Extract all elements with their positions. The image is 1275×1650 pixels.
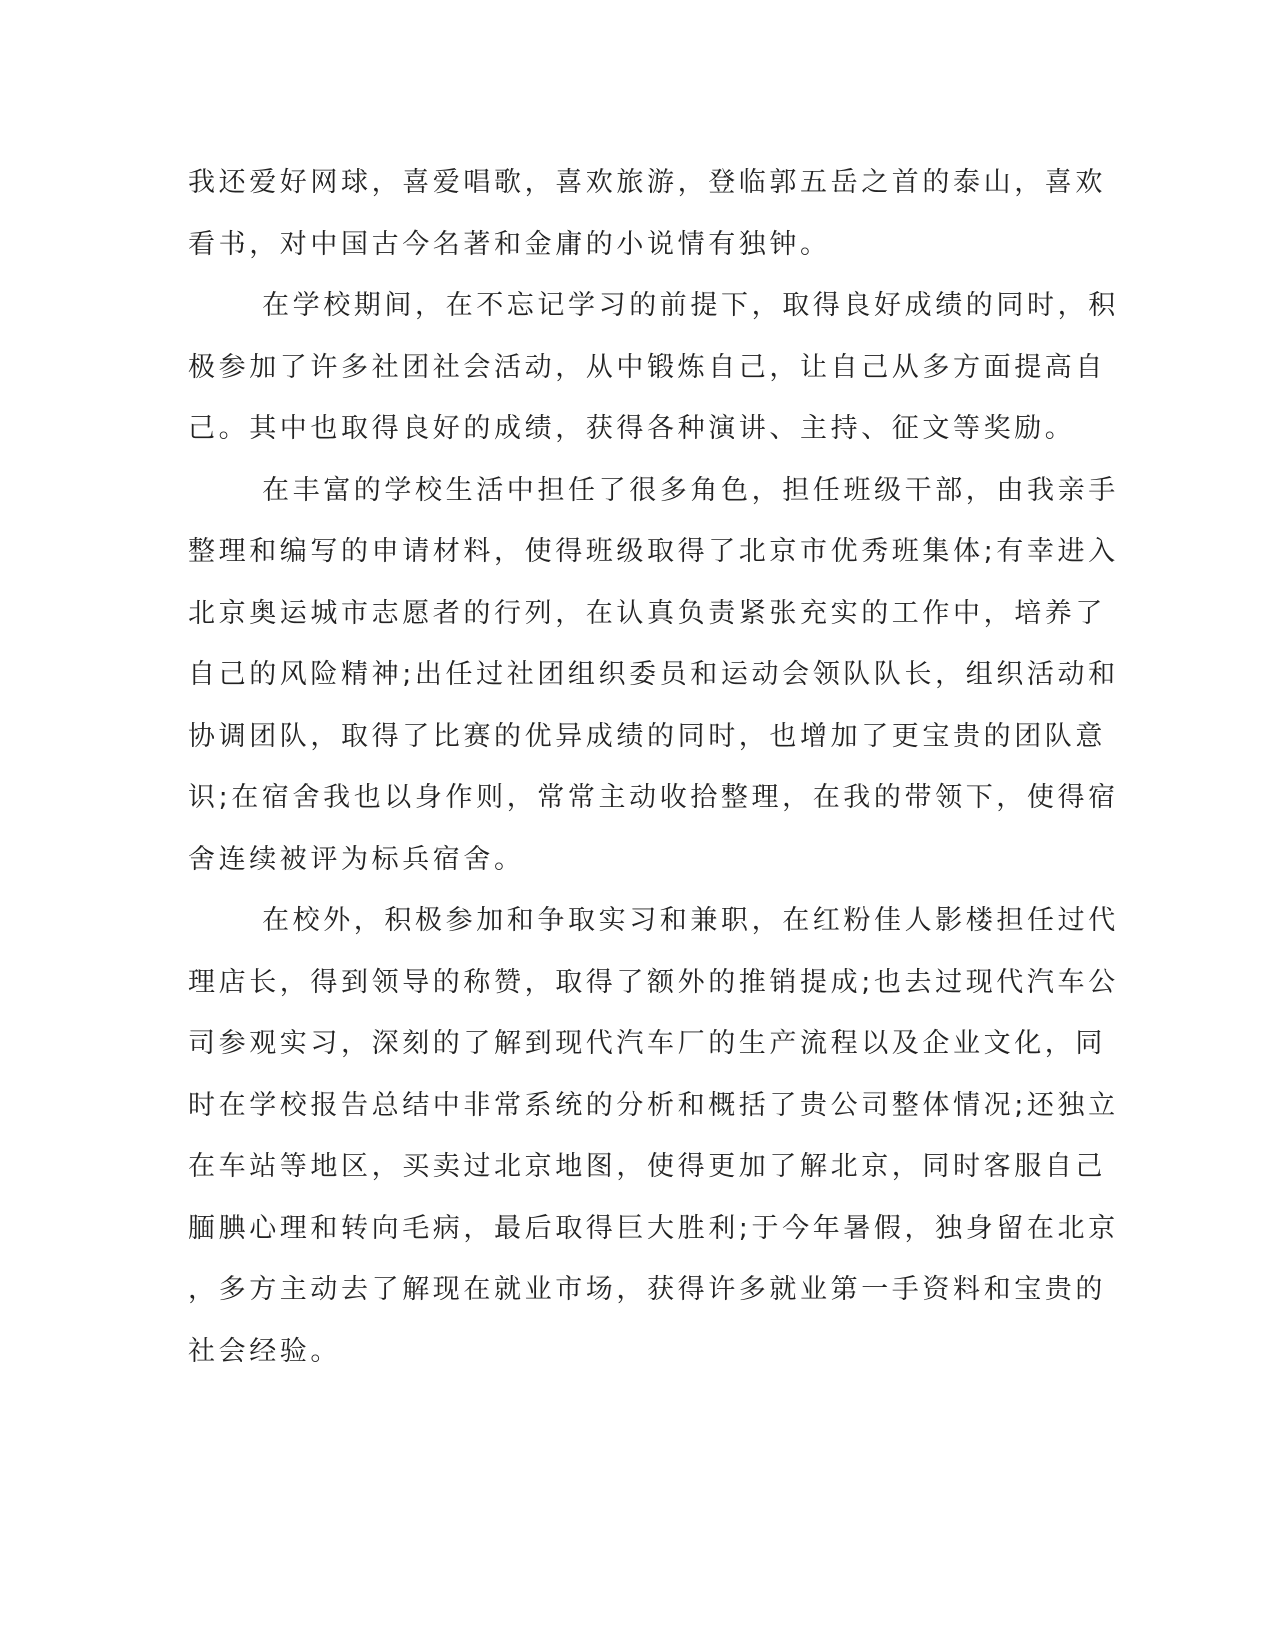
text-line: 司参观实习，深刻的了解到现代汽车厂的生产流程以及企业文化，同	[188, 1028, 1106, 1059]
paragraph-school-roles	[188, 471, 1119, 902]
text-line: 我还爱好网球，喜爱唱歌，喜欢旅游，登临郭五岳之首的泰山，喜欢	[188, 167, 1106, 198]
text-line: ，多方主动去了解现在就业市场，获得许多就业第一手资料和宝贵的	[188, 1274, 1106, 1305]
text-line: 理店长，得到领导的称赞，取得了额外的推销提成;也去过现代汽车公	[188, 966, 1119, 998]
text-line: 协调团队，取得了比赛的优异成绩的同时，也增加了更宝贵的团队意	[188, 720, 1106, 752]
paragraph-off-campus	[188, 901, 1119, 1393]
text-line: 极参加了许多社团社会活动，从中锻炼自己，让自己从多方面提高自	[188, 351, 1106, 383]
text-line: 时在学校报告总结中非常系统的分析和概括了贵公司整体情况;还独立	[188, 1089, 1119, 1121]
text-line: 己。其中也取得良好的成绩，获得各种演讲、主持、征文等奖励。	[188, 413, 1076, 444]
text-line: 腼腆心理和转向毛病，最后取得巨大胜利;于今年暑假，独身留在北京	[188, 1212, 1119, 1244]
paragraph-school-activities	[188, 286, 1119, 471]
text-line: 整理和编写的申请材料，使得班级取得了北京市优秀班集体;有幸进入	[188, 536, 1119, 567]
text-line: 社会经验。	[188, 1335, 341, 1367]
text-line: 识;在宿舍我也以身作则，常常主动收拾整理，在我的带领下，使得宿	[188, 782, 1119, 813]
text-line: 在校外，积极参加和争取实习和兼职，在红粉佳人影楼担任过代	[262, 905, 1119, 936]
paragraph-hobbies	[188, 163, 1106, 286]
text-line: 在学校期间，在不忘记学习的前提下，取得良好成绩的同时，积	[262, 290, 1119, 321]
text-line: 在丰富的学校生活中担任了很多角色，担任班级干部，由我亲手	[262, 474, 1119, 506]
text-line: 在车站等地区，买卖过北京地图，使得更加了解北京，同时客服自己	[188, 1151, 1106, 1182]
text-line: 看书，对中国古今名著和金庸的小说情有独钟。	[188, 228, 831, 260]
document-body	[188, 163, 1119, 1393]
text-line: 舍连续被评为标兵宿舍。	[188, 843, 525, 875]
text-line: 北京奥运城市志愿者的行列，在认真负责紧张充实的工作中，培养了	[188, 597, 1106, 629]
text-line: 自己的风险精神;出任过社团组织委员和运动会领队队长，组织活动和	[188, 659, 1119, 690]
